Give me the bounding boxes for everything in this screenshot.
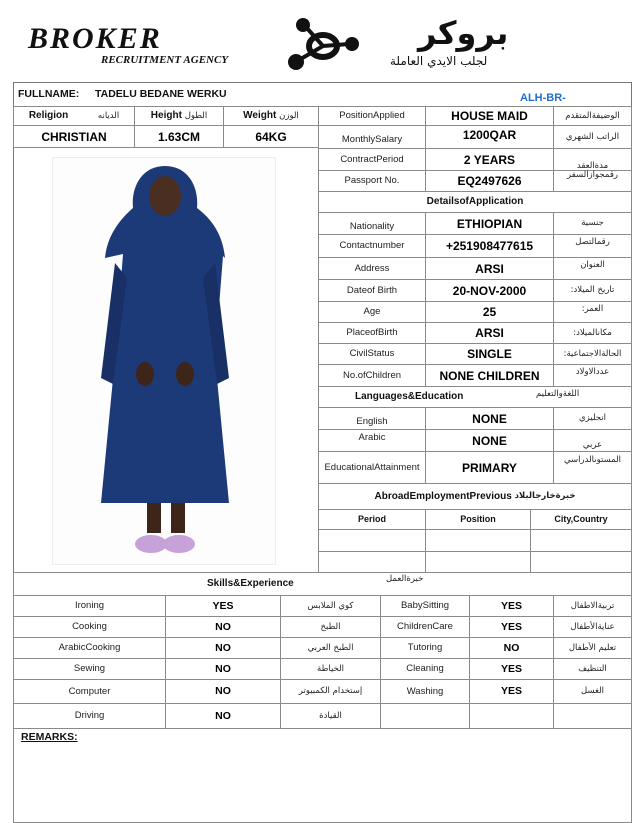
skill-empty-cell [469, 703, 554, 729]
skill-label: Cleaning [380, 658, 470, 680]
contract-period-value: 2 YEARS [425, 148, 554, 171]
age-label: Age [318, 301, 426, 323]
skill-value: YES [469, 616, 554, 638]
contact-arabic: رقمالتصل [553, 234, 632, 258]
skill-label: ArabicCooking [13, 637, 166, 659]
fullname-value: TADELU BEDANE WERKU [95, 88, 227, 100]
religion-value: CHRISTIAN [13, 125, 135, 148]
address-value: ARSI [425, 257, 554, 280]
contact-label: Contactnumber [318, 234, 426, 258]
education-label: EducationalAttainment [318, 451, 426, 484]
arabic-label: Arabic [318, 429, 426, 452]
contract-period-arabic: مدةالعقد [553, 148, 632, 171]
skill-arabic: إستخدام الكمبيوتر [280, 679, 381, 704]
education-value: PRIMARY [425, 451, 554, 484]
abroad-row-cell [530, 529, 632, 552]
address-label: Address [318, 257, 426, 280]
skill-label: Driving [13, 703, 166, 729]
remarks-box [13, 728, 632, 823]
skill-label: Cooking [13, 616, 166, 638]
civil-status-label: CivilStatus [318, 343, 426, 365]
languages-title: Languages&Education [318, 386, 632, 408]
skill-label: Washing [380, 679, 470, 704]
skill-arabic: الطبخ [280, 616, 381, 638]
position-applied-arabic: الوضيفةالمتقدم [553, 106, 632, 126]
arabic-arabic: عربي [553, 429, 632, 452]
abroad-row-cell [425, 529, 531, 552]
skill-arabic: تربيةالاطفال [553, 595, 632, 617]
children-arabic: عددالاولاد [553, 364, 632, 387]
place-of-birth-label: PlaceofBirth [318, 322, 426, 344]
passport-arabic: رقمجوازالسفر [553, 170, 632, 192]
contract-period-label: ContractPeriod [318, 148, 426, 171]
english-label: English [318, 407, 426, 430]
religion-header: Religion الديانه [13, 106, 135, 126]
nationality-arabic: جنسية [553, 212, 632, 235]
arabic-value: NONE [425, 429, 554, 452]
reference-code: ALH-BR- [520, 92, 566, 104]
passport-label: Passport No. [318, 170, 426, 192]
passport-value: EQ2497626 [425, 170, 554, 192]
nationality-label: Nationality [318, 212, 426, 235]
abroad-col-position: Position [425, 509, 531, 530]
weight-value: 64KG [223, 125, 319, 148]
skill-arabic: الطبخ العربي [280, 637, 381, 659]
skill-empty-cell [553, 703, 632, 729]
position-applied-label: PositionApplied [318, 106, 426, 126]
abroad-col-city: City,Country [530, 509, 632, 530]
position-applied-value: HOUSE MAID [425, 106, 554, 126]
skill-label: Tutoring [380, 637, 470, 659]
skill-value: YES [469, 595, 554, 617]
weight-header: Weight الوزن [223, 106, 319, 126]
civil-status-value: SINGLE [425, 343, 554, 365]
skill-arabic: تعليم الأطفال [553, 637, 632, 659]
place-of-birth-arabic: مكانالميلاد: [553, 322, 632, 344]
dob-value: 20-NOV-2000 [425, 279, 554, 302]
molecule-logo-icon [283, 16, 363, 74]
logo-english-subtitle: RECRUITMENT AGENCY [101, 54, 229, 66]
height-value: 1.63CM [134, 125, 224, 148]
skill-value: NO [165, 658, 281, 680]
languages-title-arabic: اللغةوالتعليم [536, 389, 580, 399]
skill-empty-cell [380, 703, 470, 729]
english-value: NONE [425, 407, 554, 430]
applicant-photo [52, 157, 276, 565]
skill-label: Sewing [13, 658, 166, 680]
children-label: No.ofChildren [318, 364, 426, 387]
height-header: Height الطول [134, 106, 224, 126]
abroad-col-period: Period [318, 509, 426, 530]
abroad-row-cell [318, 529, 426, 552]
skill-arabic: كوي الملابس [280, 595, 381, 617]
fullname-label: FULLNAME: [18, 88, 80, 100]
place-of-birth-value: ARSI [425, 322, 554, 344]
children-value: NONE CHILDREN [425, 364, 554, 387]
skill-value: NO [165, 679, 281, 704]
skill-arabic: الخياطة [280, 658, 381, 680]
monthly-salary-label: MonthlySalary [318, 125, 426, 149]
contact-value: +251908477615 [425, 234, 554, 258]
skill-arabic: القيادة [280, 703, 381, 729]
skill-value: NO [165, 637, 281, 659]
dob-arabic: تاريخ الميلاد: [553, 279, 632, 302]
abroad-row-cell [318, 551, 426, 573]
skill-value: YES [469, 658, 554, 680]
skill-arabic: الغسل [553, 679, 632, 704]
civil-status-arabic: الحالةالاجتماعية: [553, 343, 632, 365]
skills-title: Skills&Experience [13, 572, 632, 596]
age-arabic: العمر: [553, 301, 632, 323]
monthly-salary-value: 1200QAR [425, 125, 554, 149]
skill-label: BabySitting [380, 595, 470, 617]
nationality-value: ETHIOPIAN [425, 212, 554, 235]
skill-label: Computer [13, 679, 166, 704]
address-arabic: العنوان [553, 257, 632, 280]
skill-label: Ironing [13, 595, 166, 617]
monthly-salary-arabic: الراتب الشهري [553, 125, 632, 149]
dob-label: Dateof Birth [318, 279, 426, 302]
skill-arabic: التنظيف [553, 658, 632, 680]
english-arabic: انجليزي [553, 407, 632, 430]
skill-value: NO [469, 637, 554, 659]
skill-value: NO [165, 616, 281, 638]
logo-arabic: بروكر [418, 14, 509, 52]
skills-title-arabic: خبرةالعمل [386, 574, 424, 584]
logo-arabic-subtitle: لجلب الايدي العاملة [390, 54, 488, 68]
remarks-label: REMARKS: [21, 731, 78, 743]
logo-english: BROKER [28, 22, 162, 55]
skill-arabic: عنايةالأطفال [553, 616, 632, 638]
skill-label: ChildrenCare [380, 616, 470, 638]
skill-value: YES [469, 679, 554, 704]
abroad-row-cell [530, 551, 632, 573]
education-arabic: المستوىالدراسي [553, 451, 632, 484]
abroad-title: AbroadEmploymentPrevious خبرةخارجالبلاد [318, 483, 632, 510]
skill-value: NO [165, 703, 281, 729]
age-value: 25 [425, 301, 554, 323]
details-title: DetailsofApplication [318, 191, 632, 213]
abroad-row-cell [425, 551, 531, 573]
skill-value: YES [165, 595, 281, 617]
